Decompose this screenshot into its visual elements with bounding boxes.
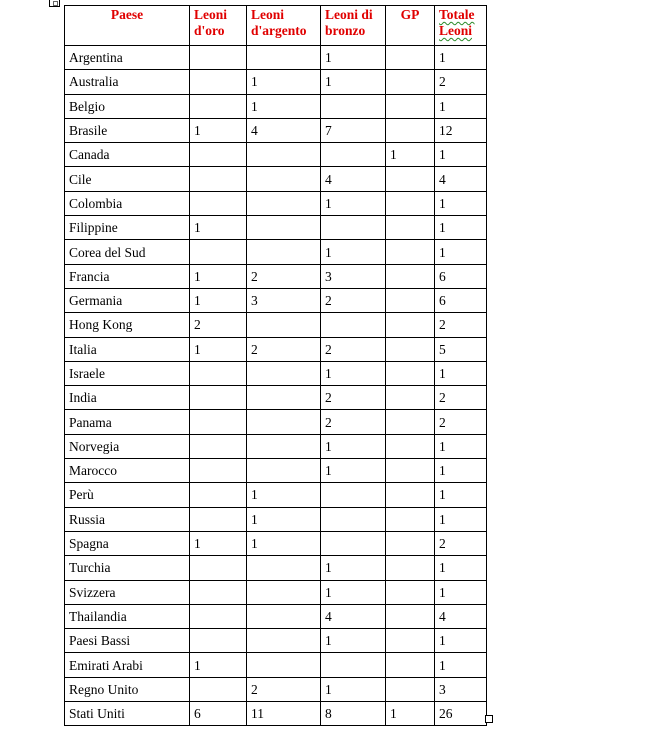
total-cell[interactable]: 2 xyxy=(435,410,487,434)
total-cell[interactable]: 1 xyxy=(435,361,487,385)
table-row xyxy=(65,46,487,70)
bronze-cell[interactable]: 1 xyxy=(321,70,386,94)
gp-cell[interactable] xyxy=(386,677,435,701)
gold-cell[interactable] xyxy=(190,386,247,410)
table-row xyxy=(65,410,487,434)
table-row xyxy=(65,702,487,726)
gp-cell[interactable] xyxy=(386,216,435,240)
table-row xyxy=(65,556,487,580)
table-row xyxy=(65,143,487,167)
gp-cell[interactable] xyxy=(386,410,435,434)
table-row xyxy=(65,604,487,628)
bronze-cell[interactable]: 7 xyxy=(321,118,386,142)
bronze-cell[interactable] xyxy=(321,507,386,531)
bronze-cell[interactable]: 3 xyxy=(321,264,386,288)
bronze-cell[interactable]: 1 xyxy=(321,46,386,70)
silver-cell[interactable] xyxy=(247,604,321,628)
total-cell[interactable]: 6 xyxy=(435,264,487,288)
country-cell[interactable]: Regno Unito xyxy=(65,677,190,701)
total-cell[interactable]: 5 xyxy=(435,337,487,361)
silver-cell[interactable] xyxy=(247,580,321,604)
gp-cell[interactable] xyxy=(386,167,435,191)
gp-cell[interactable] xyxy=(386,361,435,385)
gp-cell[interactable] xyxy=(386,386,435,410)
bronze-cell[interactable]: 1 xyxy=(321,191,386,215)
table-row xyxy=(65,264,487,288)
table-row xyxy=(65,653,487,677)
total-cell[interactable]: 1 xyxy=(435,459,487,483)
total-cell[interactable]: 1 xyxy=(435,191,487,215)
country-cell[interactable]: Hong Kong xyxy=(65,313,190,337)
bronze-cell[interactable] xyxy=(321,313,386,337)
gold-cell[interactable] xyxy=(190,143,247,167)
silver-cell[interactable]: 3 xyxy=(247,288,321,312)
gp-cell[interactable] xyxy=(386,507,435,531)
bronze-cell[interactable]: 1 xyxy=(321,459,386,483)
bronze-cell[interactable] xyxy=(321,483,386,507)
gold-cell[interactable] xyxy=(190,167,247,191)
table-row xyxy=(65,191,487,215)
country-cell[interactable]: Italia xyxy=(65,337,190,361)
gp-cell[interactable] xyxy=(386,434,435,458)
table-row xyxy=(65,434,487,458)
gp-cell[interactable]: 1 xyxy=(386,702,435,726)
total-cell[interactable]: 1 xyxy=(435,580,487,604)
gold-cell[interactable] xyxy=(190,240,247,264)
bronze-cell[interactable]: 2 xyxy=(321,410,386,434)
gp-cell[interactable] xyxy=(386,313,435,337)
gold-cell[interactable] xyxy=(190,580,247,604)
table-row xyxy=(65,677,487,701)
bronze-cell[interactable]: 8 xyxy=(321,702,386,726)
bronze-cell[interactable] xyxy=(321,216,386,240)
gold-cell[interactable] xyxy=(190,483,247,507)
table-body xyxy=(65,46,487,726)
table-row xyxy=(65,216,487,240)
bronze-cell[interactable]: 2 xyxy=(321,288,386,312)
country-cell[interactable]: Germania xyxy=(65,288,190,312)
bronze-cell[interactable]: 2 xyxy=(321,337,386,361)
total-cell[interactable]: 2 xyxy=(435,531,487,555)
country-cell[interactable]: Turchia xyxy=(65,556,190,580)
total-cell[interactable]: 1 xyxy=(435,653,487,677)
bronze-cell[interactable]: 1 xyxy=(321,556,386,580)
gp-cell[interactable] xyxy=(386,70,435,94)
header-gp[interactable]: GP xyxy=(386,6,435,46)
country-cell[interactable]: Svizzera xyxy=(65,580,190,604)
gp-cell[interactable] xyxy=(386,288,435,312)
country-cell[interactable]: Filippine xyxy=(65,216,190,240)
country-cell[interactable]: Brasile xyxy=(65,118,190,142)
gp-cell[interactable] xyxy=(386,629,435,653)
gold-cell[interactable]: 1 xyxy=(190,216,247,240)
bronze-cell[interactable]: 2 xyxy=(321,386,386,410)
total-cell[interactable]: 3 xyxy=(435,677,487,701)
lions-medal-table xyxy=(64,5,487,726)
gp-cell[interactable] xyxy=(386,240,435,264)
total-cell[interactable]: 1 xyxy=(435,556,487,580)
gold-cell[interactable] xyxy=(190,191,247,215)
country-cell[interactable]: Colombia xyxy=(65,191,190,215)
total-cell[interactable]: 2 xyxy=(435,386,487,410)
gold-cell[interactable] xyxy=(190,507,247,531)
total-cell[interactable]: 2 xyxy=(435,313,487,337)
total-cell[interactable]: 26 xyxy=(435,702,487,726)
gold-cell[interactable]: 1 xyxy=(190,337,247,361)
gp-cell[interactable] xyxy=(386,118,435,142)
table-row xyxy=(65,531,487,555)
silver-cell[interactable]: 2 xyxy=(247,264,321,288)
gold-cell[interactable] xyxy=(190,604,247,628)
header-total-text: Totale Leoni xyxy=(439,7,475,38)
silver-cell[interactable]: 2 xyxy=(247,337,321,361)
gp-cell[interactable] xyxy=(386,580,435,604)
silver-cell[interactable] xyxy=(247,653,321,677)
silver-cell[interactable] xyxy=(247,216,321,240)
gold-cell[interactable] xyxy=(190,361,247,385)
gp-cell[interactable] xyxy=(386,459,435,483)
gp-cell[interactable] xyxy=(386,604,435,628)
country-cell[interactable]: Canada xyxy=(65,143,190,167)
total-cell[interactable]: 4 xyxy=(435,604,487,628)
header-country[interactable]: Paese xyxy=(65,6,190,46)
bronze-cell[interactable]: 4 xyxy=(321,167,386,191)
total-cell[interactable]: 12 xyxy=(435,118,487,142)
silver-cell[interactable]: 1 xyxy=(247,531,321,555)
country-cell[interactable]: Cile xyxy=(65,167,190,191)
silver-cell[interactable] xyxy=(247,459,321,483)
country-cell[interactable]: Panama xyxy=(65,410,190,434)
total-cell[interactable]: 4 xyxy=(435,167,487,191)
table-resize-handle[interactable] xyxy=(485,715,493,723)
silver-cell[interactable] xyxy=(247,361,321,385)
gp-cell[interactable] xyxy=(386,556,435,580)
table-row xyxy=(65,288,487,312)
silver-cell[interactable]: 2 xyxy=(247,677,321,701)
table-move-handle[interactable] xyxy=(49,0,60,7)
gp-cell[interactable] xyxy=(386,46,435,70)
gold-cell[interactable] xyxy=(190,677,247,701)
gold-cell[interactable]: 1 xyxy=(190,288,247,312)
gp-cell[interactable] xyxy=(386,337,435,361)
header-total[interactable] xyxy=(435,6,487,46)
bronze-cell[interactable]: 1 xyxy=(321,580,386,604)
bronze-cell[interactable]: 1 xyxy=(321,240,386,264)
total-cell[interactable]: 1 xyxy=(435,216,487,240)
country-cell[interactable]: Argentina xyxy=(65,46,190,70)
gold-cell[interactable] xyxy=(190,434,247,458)
gold-cell[interactable] xyxy=(190,410,247,434)
gold-cell[interactable]: 6 xyxy=(190,702,247,726)
gold-cell[interactable]: 1 xyxy=(190,531,247,555)
gp-cell[interactable] xyxy=(386,531,435,555)
table-row xyxy=(65,313,487,337)
bronze-cell[interactable] xyxy=(321,143,386,167)
gold-cell[interactable] xyxy=(190,629,247,653)
country-cell[interactable]: Stati Uniti xyxy=(65,702,190,726)
total-cell[interactable]: 1 xyxy=(435,434,487,458)
country-cell[interactable]: Thailandia xyxy=(65,604,190,628)
gold-cell[interactable]: 2 xyxy=(190,313,247,337)
gold-cell[interactable] xyxy=(190,556,247,580)
gp-cell[interactable] xyxy=(386,94,435,118)
table-row xyxy=(65,459,487,483)
table-row xyxy=(65,167,487,191)
silver-cell[interactable] xyxy=(247,386,321,410)
bronze-cell[interactable] xyxy=(321,531,386,555)
gp-cell[interactable] xyxy=(386,191,435,215)
gp-cell[interactable] xyxy=(386,264,435,288)
bronze-cell[interactable]: 1 xyxy=(321,434,386,458)
table-row xyxy=(65,118,487,142)
gp-cell[interactable] xyxy=(386,483,435,507)
silver-cell[interactable]: 11 xyxy=(247,702,321,726)
silver-cell[interactable] xyxy=(247,240,321,264)
country-cell[interactable]: Perù xyxy=(65,483,190,507)
header-silver[interactable]: Leoni d'argento xyxy=(247,6,321,46)
gold-cell[interactable] xyxy=(190,459,247,483)
gp-cell[interactable]: 1 xyxy=(386,143,435,167)
bronze-cell[interactable] xyxy=(321,653,386,677)
silver-cell[interactable]: 1 xyxy=(247,70,321,94)
total-cell[interactable]: 6 xyxy=(435,288,487,312)
country-cell[interactable]: Belgio xyxy=(65,94,190,118)
silver-cell[interactable] xyxy=(247,434,321,458)
silver-cell[interactable] xyxy=(247,410,321,434)
country-cell[interactable]: Norvegia xyxy=(65,434,190,458)
table-row xyxy=(65,629,487,653)
country-cell[interactable]: Corea del Sud xyxy=(65,240,190,264)
table-row xyxy=(65,361,487,385)
bronze-cell[interactable] xyxy=(321,94,386,118)
bronze-cell[interactable]: 1 xyxy=(321,677,386,701)
silver-cell[interactable]: 4 xyxy=(247,118,321,142)
total-cell[interactable]: 1 xyxy=(435,240,487,264)
silver-cell[interactable] xyxy=(247,46,321,70)
table-row xyxy=(65,240,487,264)
gold-cell[interactable] xyxy=(190,70,247,94)
silver-cell[interactable] xyxy=(247,629,321,653)
table-row xyxy=(65,70,487,94)
table-row xyxy=(65,386,487,410)
silver-cell[interactable]: 1 xyxy=(247,94,321,118)
country-cell[interactable]: Israele xyxy=(65,361,190,385)
header-gold[interactable]: Leoni d'oro xyxy=(190,6,247,46)
silver-cell[interactable] xyxy=(247,167,321,191)
table-row xyxy=(65,94,487,118)
gold-cell[interactable] xyxy=(190,46,247,70)
country-cell[interactable]: Francia xyxy=(65,264,190,288)
country-cell[interactable]: India xyxy=(65,386,190,410)
gp-cell[interactable] xyxy=(386,653,435,677)
silver-cell[interactable]: 1 xyxy=(247,507,321,531)
silver-cell[interactable]: 1 xyxy=(247,483,321,507)
bronze-cell[interactable]: 1 xyxy=(321,629,386,653)
silver-cell[interactable] xyxy=(247,556,321,580)
country-cell[interactable]: Paesi Bassi xyxy=(65,629,190,653)
gold-cell[interactable]: 1 xyxy=(190,264,247,288)
gold-cell[interactable]: 1 xyxy=(190,118,247,142)
header-bronze[interactable]: Leoni di bronzo xyxy=(321,6,386,46)
country-cell[interactable]: Spagna xyxy=(65,531,190,555)
total-cell[interactable]: 2 xyxy=(435,70,487,94)
total-cell[interactable]: 1 xyxy=(435,94,487,118)
table-row xyxy=(65,337,487,361)
country-cell[interactable]: Australia xyxy=(65,70,190,94)
table-row xyxy=(65,483,487,507)
total-cell[interactable]: 1 xyxy=(435,143,487,167)
country-cell[interactable]: Marocco xyxy=(65,459,190,483)
silver-cell[interactable] xyxy=(247,313,321,337)
header-row xyxy=(65,6,487,46)
gold-cell[interactable]: 1 xyxy=(190,653,247,677)
silver-cell[interactable] xyxy=(247,143,321,167)
country-cell[interactable]: Russia xyxy=(65,507,190,531)
total-cell[interactable]: 1 xyxy=(435,483,487,507)
total-cell[interactable]: 1 xyxy=(435,507,487,531)
table-row xyxy=(65,507,487,531)
total-cell[interactable]: 1 xyxy=(435,46,487,70)
bronze-cell[interactable]: 4 xyxy=(321,604,386,628)
total-cell[interactable]: 1 xyxy=(435,629,487,653)
gold-cell[interactable] xyxy=(190,94,247,118)
country-cell[interactable]: Emirati Arabi xyxy=(65,653,190,677)
bronze-cell[interactable]: 1 xyxy=(321,361,386,385)
table-row xyxy=(65,580,487,604)
silver-cell[interactable] xyxy=(247,191,321,215)
